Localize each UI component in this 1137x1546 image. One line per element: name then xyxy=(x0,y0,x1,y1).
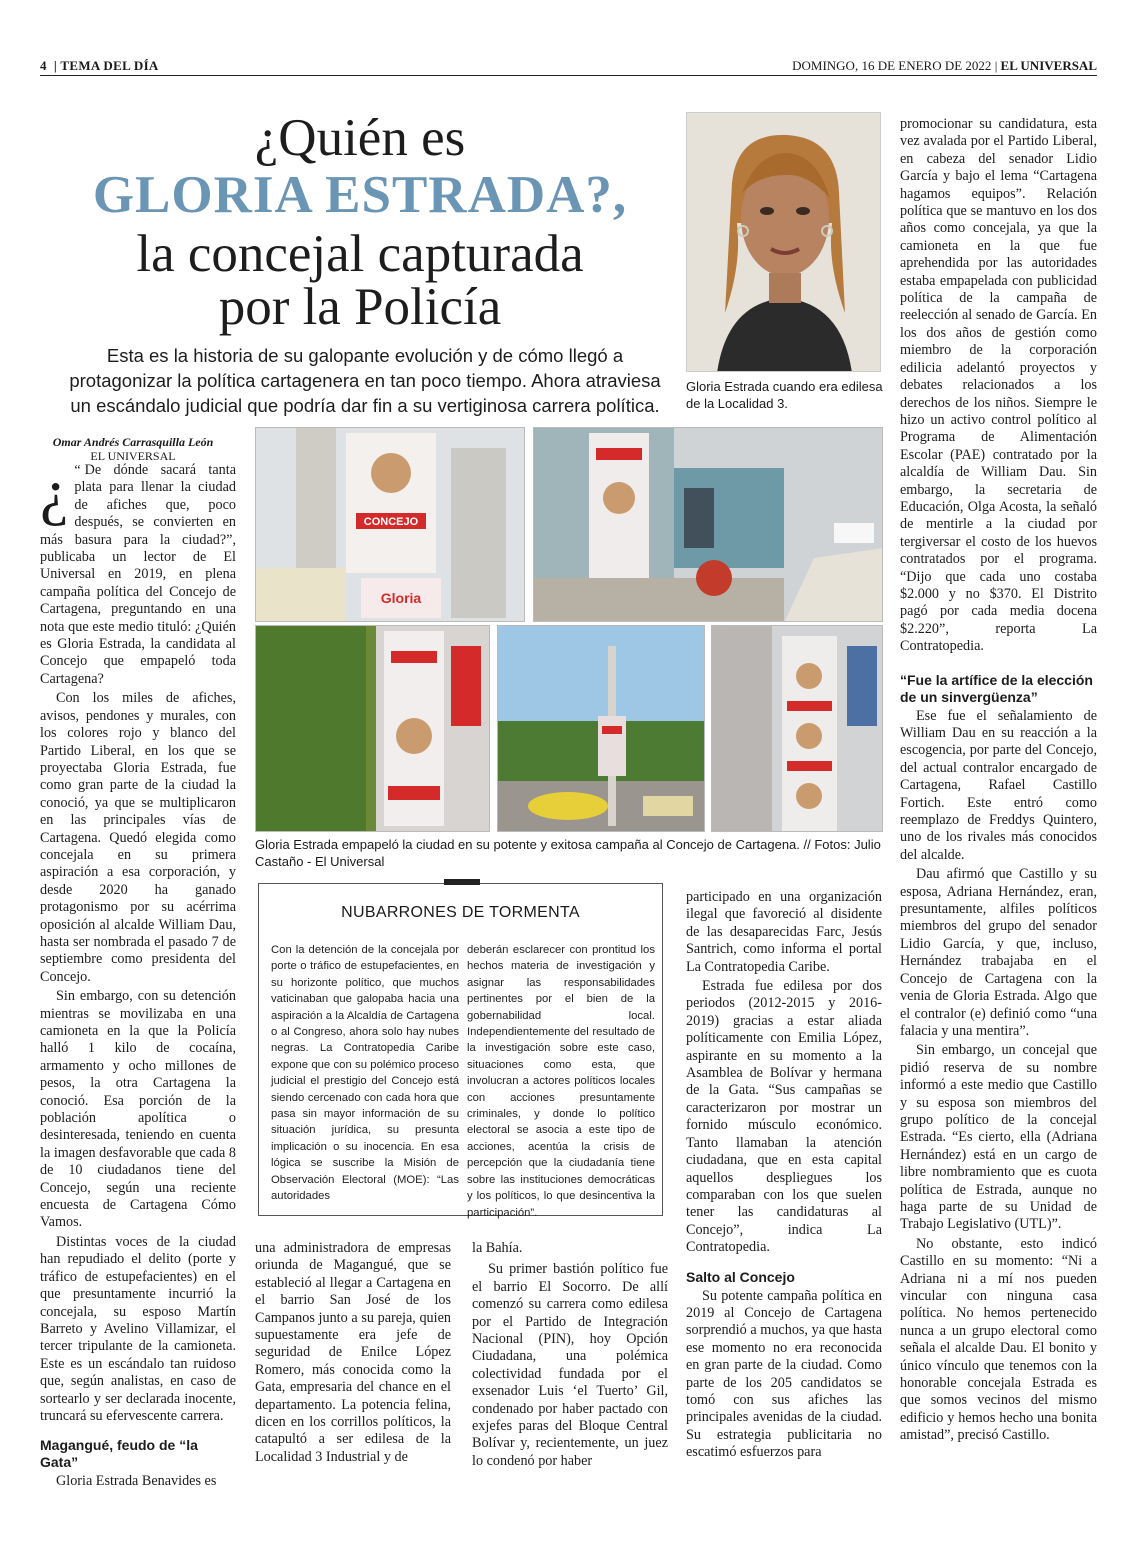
column-1 xyxy=(40,456,236,1493)
paragraph: Gloria Estrada Benavides es xyxy=(56,1473,217,1490)
gallery-photo-1 xyxy=(255,427,525,622)
subheading: “Fue la artífice de la elección de un sinvergüenza” xyxy=(900,671,1093,705)
column-5 xyxy=(900,116,1097,1447)
subheading: Magangué, feudo de “la Gata” xyxy=(40,1437,198,1471)
subheading: Salto al Concejo xyxy=(686,1268,795,1285)
byline-outlet: EL UNIVERSAL xyxy=(90,449,176,463)
headline-line4: por la Policía xyxy=(218,278,502,336)
deck: Esta es la historia de su galopante evolución y de cómo llegó a protagonizar la política cartagenera en tan poco tiempo. Ahora atraviesa un escándalo judicial que podría dar fin a su vertiginosa carrera política. xyxy=(69,345,661,416)
gallery-photo-3 xyxy=(255,625,490,832)
poster-name: Gloria xyxy=(380,590,422,606)
date-text: DOMINGO, 16 DE ENERO DE 2022 xyxy=(792,58,992,73)
paragraph: Ese fue el señalamiento de William Dau en su reacción a la escogencia, por parte del Concejo, del actual contralor encargado de Cartagena, Rafael Castillo Fortich. Este entró como reemplazo de Freddys Quintero, uno de los rivales más conocidos del alcalde. xyxy=(900,707,1097,863)
headline-line1: ¿Quién es xyxy=(254,109,466,167)
page-date: DOMINGO, 16 DE ENERO DE 2022 | EL UNIVERSAL xyxy=(792,58,1097,73)
paragraph: Dau afirmó que Castillo y su esposa, Adriana Hernández, eran, presuntamente, alfiles políticos miembros del grupo del senador Lidio García, y que, incluso, Hernández trabajaba en el Concejo de Cartagena con la venia de Gloria Estrada. Algo que el contralor (e) definió como “una falacia y una mentira”. xyxy=(900,866,1097,1039)
column-3 xyxy=(472,1240,668,1472)
headline-line2: GLORIA ESTRADA?, xyxy=(92,166,628,224)
column-2 xyxy=(255,1240,451,1468)
paragraph: De dónde sacará tanta plata para llenar la ciudad de afiches que, poco después, se convierten en más basura para la ciudad?”, publicaba un lector de El Universal en 2019, en plena campaña política del Concejo de Cartagena, preguntando en una nota que este medio tituló: ¿Quién es Gloria Estrada, la candidata al Concejo que empapeló toda Cartagena? xyxy=(40,462,236,687)
paragraph: No obstante, esto indicó Castillo en su momento: “Ni a Adriana ni a mí nos pueden vincular con ninguna casa política. No hemos pertenecido nunca a un grupo electoral como señala el alcalde Dau. El bonito y único vínculo que tenemos con la honorable concejala Estrada es que somos vecinos del mismo edificio y hemos hecho una bonita amistad”, precisó Castillo. xyxy=(900,1235,1097,1444)
paragraph: Estrada fue edilesa por dos periodos (2012-2015 y 2016-2019) gracias a estar aliada políticamente con Emilia López, aspirante en su momento a la Asamblea de Bolívar y hermana de la Gata. “Sus campañas se caracterizaron por mostrar un fornido músculo económico. Tanto llamaban la atención ciudadana, que en esta capital aquellos despliegues los comparaban con los que suelen tener las candidaturas al Concejo”, indica La Contratopedia. xyxy=(686,978,882,1256)
box-text-right: deberán esclarecer con prontitud los hechos materia de investigación y asignar las responsabilidades pertinentes por el bien de la gobernabilidad local. Independientemente del resultado de la investigación sobre este caso, situaciones como esta, que involucran a actores políticos locales con acciones presuntamente criminales, y donde lo político electoral se asocia a este tipo de acciones, acentúa la crisis de percepción que la ciudadanía tiene sobre las instituciones democráticas y los políticos, lo que desincentiva la participación”. xyxy=(467,944,655,1219)
opening-quote: “ xyxy=(74,463,81,478)
paper-name: EL UNIVERSAL xyxy=(1000,58,1097,73)
box-title: NUBARRONES DE TORMENTA xyxy=(341,904,580,921)
paragraph: Su potente campaña política en 2019 al Concejo de Cartagena sorprendió a muchos, ya que hasta ese momento no era reconocida en gran parte de la ciudad. Como parte de los 205 candidatos se tomó con sus afiches las principales avenidas de la ciudad. Su estrategia publicitaria no escatimó esfuerzos para xyxy=(686,1287,882,1461)
poster-label: CONCEJO xyxy=(363,516,419,528)
byline-name: Omar Andrés Carrasquilla León xyxy=(52,435,214,449)
box-accent-bar xyxy=(444,879,480,885)
paragraph: la Bahía. xyxy=(472,1240,523,1256)
gallery-photo-5 xyxy=(711,625,883,832)
paragraph: Sin embargo, con su detención mientras se movilizaba en una camioneta en la que la Policía halló 1 kilo de cocaína, armamento y ocho millones de pesos, la otra Cartagena la conoció. Esa porción de la población apolítica o desinteresada, teniendo en cuenta la imagen desfavorable que cada 8 de 10 ciudadanos tiene del Concejo, según una reciente encuesta de Cartagena Cómo Vamos. xyxy=(40,988,236,1231)
column-4 xyxy=(686,889,882,1464)
paragraph: una administradora de empresas oriunda de Magangué, que se estableció al llegar a Cartagena en el barrio San José de los Campanos junto a su pareja, quien supuestamente era jefe de seguridad de Enilce López Romero, más conocida como la Gata, empresaria del chance en el departamento. La potencia felina, dicen en los corrillos políticos, la catapultó a ser edilesa de la Localidad 3 Industrial y de xyxy=(255,1240,451,1465)
page-number: 4 xyxy=(40,58,47,73)
headline-line3: la concejal capturada xyxy=(136,225,584,283)
portrait-caption: Gloria Estrada cuando era edilesa de la Localidad 3. xyxy=(686,379,883,411)
gallery-photo-2 xyxy=(533,427,883,622)
gallery-caption: Gloria Estrada empapeló la ciudad en su potente y exitosa campaña al Concejo de Cartagena. // Fotos: Julio Castaño - El Universal xyxy=(255,837,881,869)
section-name: TEMA DEL DÍA xyxy=(60,58,159,73)
drop-cap: ¿ xyxy=(40,456,69,527)
paragraph: Sin embargo, un concejal que pidió reserva de su nombre informó a este medio que Castillo y su esposa son miembros del grupo político de la concejal Estrada. “Es cierto, ella (Adriana Hernández) está en un cargo de libre nombramiento que es cuota política de Estrada, aunque no haga parte de su Unidad de Trabajo Legislativo (UTL)”. xyxy=(900,1042,1097,1233)
portrait-photo xyxy=(686,112,881,372)
paragraph: Distintas voces de la ciudad han repudiado el delito (porte y tráfico de estupefacientes) en el que presuntamente incurrió la concejala, su esposo Martín Barreto y Avelino Villamizar, el tercer tripulante de la camioneta. Este es un escándalo tan ruidoso que, según analistas, en caso de sortearlo y ser declarada inocente, truncará su efervescente carrera. xyxy=(40,1233,236,1424)
page-section: 4 | TEMA DEL DÍA xyxy=(40,58,159,73)
page-header xyxy=(40,58,1097,76)
headline xyxy=(40,109,680,336)
paragraph: Su primer bastión político fue el barrio El Socorro. De allí comenzó su carrera como edilesa por el Partido de Integración Nacional (PIN), hoy Opción Ciudadana, una polémica colectividad fundada por el exsenador Luis ‘el Tuerto’ Gil, condenado por haber pactado con exjefes paras del Bloque Central Bolívar y, recientemente, un juez lo condenó por haber xyxy=(472,1261,668,1469)
paragraph: promocionar su candidatura, esta vez avalada por el Partido Liberal, en cabeza del senador Lidio García y bajo el lema “Cartagena hagamos equipos”. Relación política que se mantuvo en los dos años como concejala, ya que la camioneta en la que fue aprehendida por las autoridades estaba empapelada con publicidad política de la campaña de reelección al senado de García. En los dos años de gestión como miembro de la corporación edilicia adelantó proyectos y debates relacionados a los derechos de los niños. Siempre le hizo un activo control político al Programa de Alimentación Escolar (PAE) contratado por la alcaldía de William Dau. Sin embargo, la secretaria de Educación, Olga Acosta, la señaló de mentirle a la ciudad por tergiversar el costo de los huevos contratados por el programa. “Dijo que cada uno costaba $2.000 y no $370. El Distrito pagó por cada media docena $2.220”, reporta La Contratopedia. xyxy=(900,116,1097,655)
box-text-left: Con la detención de la concejala por porte o tráfico de estupefacientes, en su horizonte político, que muchos vaticinaban que galopaba hacia una aspiración a la Alcaldía de Cartagena o al Congreso, ahora solo hay nubes negras. La Contratopedia Caribe expone que con su polémico proceso judicial el prestigio del Concejo está siendo cercenado con cada hora que pasa sin mayor información de su situación jurídica, su presunta implicación o su inocencia. En esa lógica se suscribe la Misión de Observación Electoral (MOE): “Las autoridades xyxy=(271,944,459,1203)
paragraph: participado en una organización ilegal que favoreció al disidente de las desaparecidas Farc, Jesús Santrich, como informa el portal La Contratopedia Caribe. xyxy=(686,889,882,975)
sidebar-box xyxy=(258,883,663,1219)
paragraph: Con los miles de afiches, avisos, pendones y murales, con los colores rojo y blanco del Partido Liberal, en los que se proyectaba Gloria Estrada, fue como gran parte de la ciudad la conoció, ya que se multiplicaron en las principales vías de Cartagena. Quedó elegida como concejala en su primera aspiración a esa corporación, y desde 2020 ha ganado protagonismo por su acérrima oposición al alcalde William Dau, hasta ser nombrada el pasado 7 de septiembre como presidenta del Concejo. xyxy=(40,690,236,985)
gallery-photo-4 xyxy=(497,625,705,832)
